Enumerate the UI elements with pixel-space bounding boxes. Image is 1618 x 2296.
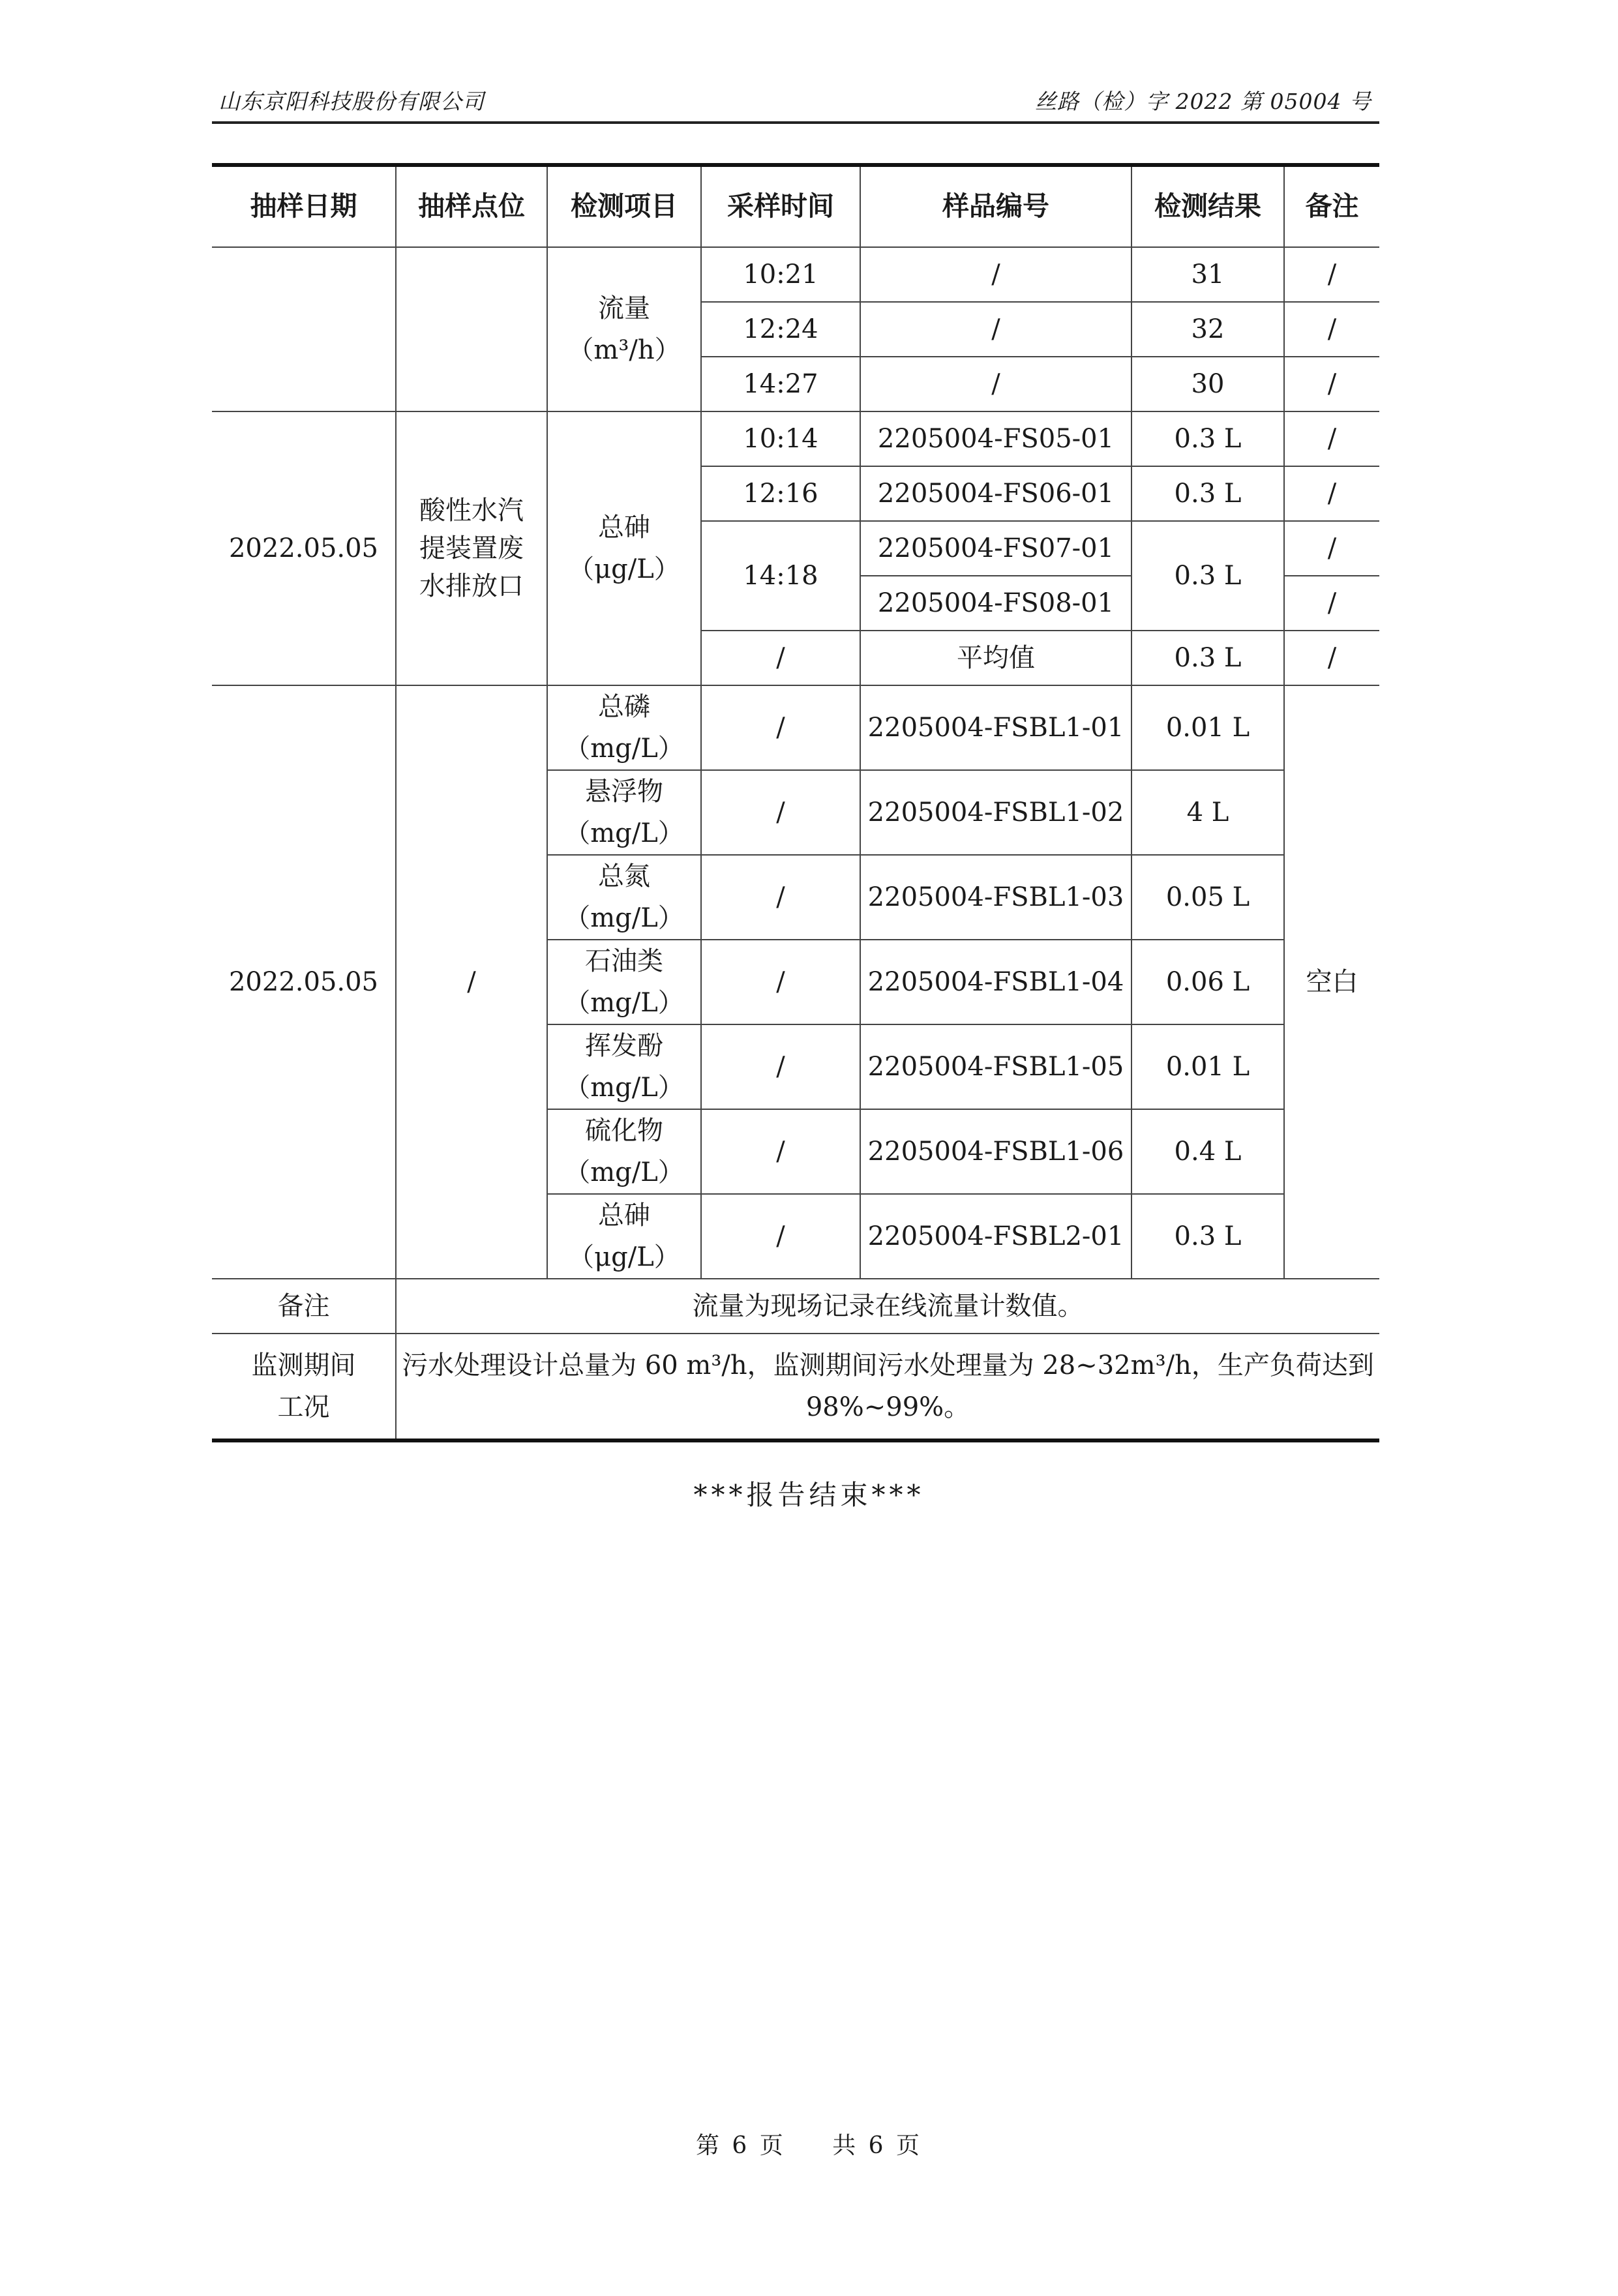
remark-label: 备注 — [212, 1279, 396, 1334]
sample-id: 2205004-FS07-01 — [860, 521, 1131, 576]
result-value: 0.3 L — [1131, 411, 1284, 466]
result-value: 0.05 L — [1131, 855, 1284, 940]
result-value: 4 L — [1131, 770, 1284, 855]
result-value: 0.3 L — [1131, 521, 1284, 631]
result-value: 31 — [1131, 247, 1284, 302]
item-unit: （mg/L） — [564, 818, 684, 848]
page-current: 第 6 页 — [695, 2132, 786, 2159]
sample-id: 2205004-FSBL1-04 — [860, 940, 1131, 1024]
table-row — [212, 247, 1379, 302]
remark-text: 流量为现场记录在线流量计数值。 — [396, 1279, 1379, 1334]
sample-time: / — [701, 770, 860, 855]
blank-item-cell — [547, 685, 701, 770]
sample-time: / — [701, 1194, 860, 1279]
page-number — [0, 2127, 1618, 2160]
result-value: 0.3 L — [1131, 1194, 1284, 1279]
col-header-result: 检测结果 — [1131, 165, 1284, 247]
item-name: 总砷 — [598, 1200, 650, 1230]
sample-id: 2205004-FSBL1-01 — [860, 685, 1131, 770]
row-note: / — [1284, 576, 1379, 631]
sample-id: 2205004-FS06-01 — [860, 466, 1131, 521]
item-name: 挥发酚 — [585, 1031, 663, 1061]
company-name: 山东京阳科技股份有限公司 — [218, 89, 485, 114]
col-header-time: 采样时间 — [701, 165, 860, 247]
sample-id: / — [860, 247, 1131, 302]
sample-id: 2205004-FSBL1-06 — [860, 1109, 1131, 1194]
sample-id: 2205004-FS08-01 — [860, 576, 1131, 631]
flow-location-cell — [396, 247, 547, 411]
blank-item-cell — [547, 1109, 701, 1194]
sample-time: 10:21 — [701, 247, 860, 302]
table-row — [212, 411, 1379, 466]
conditions-text: 污水处理设计总量为 60 m³/h，监测期间污水处理量为 28~32m³/h，生产负荷达到 98%~99%。 — [396, 1334, 1379, 1440]
table-header-row — [212, 165, 1379, 247]
row-note: / — [1284, 302, 1379, 357]
row-note: / — [1284, 247, 1379, 302]
sample-time: 12:24 — [701, 302, 860, 357]
flow-date-cell — [212, 247, 396, 411]
blank-item-cell — [547, 770, 701, 855]
arsenic-item-name: 总砷 — [598, 513, 650, 543]
conditions-label-line2: 工况 — [277, 1392, 330, 1422]
sample-id: 2205004-FSBL1-05 — [860, 1024, 1131, 1109]
blank-item-cell — [547, 1194, 701, 1279]
col-header-note: 备注 — [1284, 165, 1379, 247]
flow-item-name: 流量 — [598, 293, 650, 323]
sample-time: / — [701, 1109, 860, 1194]
sample-id: / — [860, 357, 1131, 411]
arsenic-item-unit: （μg/L） — [568, 554, 680, 584]
item-name: 总磷 — [598, 692, 650, 722]
item-unit: （mg/L） — [564, 734, 684, 764]
result-value: 0.4 L — [1131, 1109, 1284, 1194]
arsenic-location-cell — [396, 411, 547, 685]
col-header-sample-id: 样品编号 — [860, 165, 1131, 247]
sample-time: / — [701, 940, 860, 1024]
sample-id: 2205004-FSBL1-02 — [860, 770, 1131, 855]
blank-location-cell: / — [396, 685, 547, 1279]
result-value: 32 — [1131, 302, 1284, 357]
result-value: 0.01 L — [1131, 685, 1284, 770]
col-header-date: 抽样日期 — [212, 165, 396, 247]
sample-time: 10:14 — [701, 411, 860, 466]
sampling-location: 酸性水汽提装置废水排放口 — [419, 496, 524, 601]
results-table — [212, 163, 1379, 1442]
col-header-location: 抽样点位 — [396, 165, 547, 247]
header-divider — [212, 121, 1379, 124]
item-name: 硫化物 — [585, 1116, 663, 1146]
average-label: 平均值 — [860, 631, 1131, 685]
sample-time: / — [701, 1024, 860, 1109]
blank-item-cell — [547, 940, 701, 1024]
result-value: 0.01 L — [1131, 1024, 1284, 1109]
sample-id: 2205004-FS05-01 — [860, 411, 1131, 466]
result-value: 0.06 L — [1131, 940, 1284, 1024]
item-unit: （mg/L） — [564, 988, 684, 1018]
result-value: 0.3 L — [1131, 631, 1284, 685]
row-note: / — [1284, 411, 1379, 466]
sample-id: 2205004-FSBL1-03 — [860, 855, 1131, 940]
table-row — [212, 685, 1379, 770]
blank-item-cell — [547, 1024, 701, 1109]
item-unit: （mg/L） — [564, 1073, 684, 1103]
sample-id: / — [860, 302, 1131, 357]
col-header-item: 检测项目 — [547, 165, 701, 247]
flow-item-unit: （m³/h） — [567, 335, 681, 365]
row-note: / — [1284, 631, 1379, 685]
arsenic-item-cell — [547, 411, 701, 685]
row-note: / — [1284, 357, 1379, 411]
blank-date-cell: 2022.05.05 — [212, 685, 396, 1279]
arsenic-date-cell: 2022.05.05 — [212, 411, 396, 685]
item-unit: （mg/L） — [564, 1157, 684, 1187]
remark-row — [212, 1279, 1379, 1334]
sample-time: / — [701, 855, 860, 940]
item-unit: （mg/L） — [564, 903, 684, 933]
sample-time: / — [701, 631, 860, 685]
conditions-label-cell — [212, 1334, 396, 1440]
page-total: 共 6 页 — [832, 2132, 923, 2159]
item-name: 石油类 — [585, 946, 663, 976]
sample-time: / — [701, 685, 860, 770]
result-value: 0.3 L — [1131, 466, 1284, 521]
conditions-label-line1: 监测期间 — [251, 1350, 356, 1380]
flow-item-cell — [547, 247, 701, 411]
item-name: 总氮 — [598, 861, 650, 891]
blank-item-cell — [547, 855, 701, 940]
item-name: 悬浮物 — [585, 777, 663, 807]
sample-time: 14:18 — [701, 521, 860, 631]
sample-time: 14:27 — [701, 357, 860, 411]
row-note: / — [1284, 521, 1379, 576]
conditions-row — [212, 1334, 1379, 1440]
sample-id: 2205004-FSBL2-01 — [860, 1194, 1131, 1279]
report-number: 丝路（检）字 2022 第 05004 号 — [1035, 89, 1371, 114]
blank-note-cell: 空白 — [1284, 685, 1379, 1279]
sample-time: 12:16 — [701, 466, 860, 521]
report-end-mark: ***报告结束*** — [693, 1479, 925, 1511]
result-value: 30 — [1131, 357, 1284, 411]
row-note: / — [1284, 466, 1379, 521]
item-unit: （μg/L） — [568, 1242, 680, 1272]
